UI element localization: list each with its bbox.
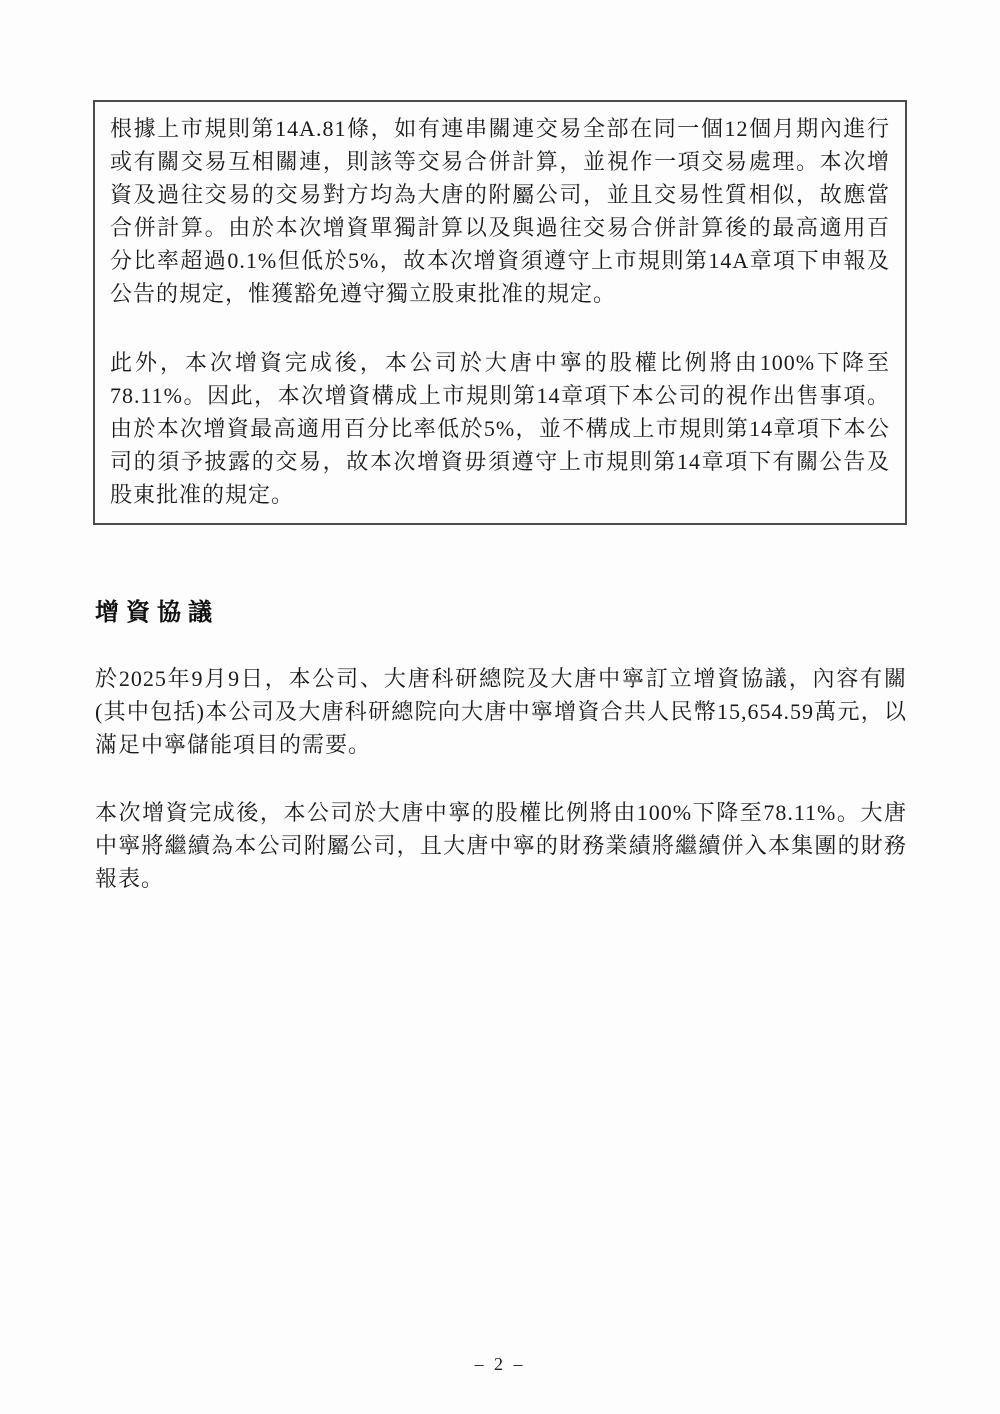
box-paragraph-listing-rule-14a81: 根據上市規則第14A.81條，如有連串關連交易全部在同一個12個月期內進行或有關交易互相關連，則該等交易合併計算，並視作一項交易處理。本次增資及過往交易的交易對方均為大唐的附屬公司，並且交易性質相似，故應當合併計算。由於本次增資單獨計算以及與過往交易合併計算後的最高適用百分比率超過0.1%但低於5%，故本次增資須遵守上市規則第14A章項下申報及公告的規定，惟獲豁免遵守獨立股東批准的規定。 [110,116,890,306]
page-number: – 2 – [474,1354,526,1374]
section-heading-capital-increase-agreement: 增資協議 [95,600,219,626]
bordered-notice-box [93,100,907,525]
body-paragraph-shareholding-change: 本次增資完成後，本公司於大唐中寧的股權比例將由100%下降至78.11%。大唐中寧將繼續為本公司附屬公司，且大唐中寧的財務業績將繼續併入本集團的財務報表。 [95,800,907,891]
body-paragraph-agreement-date-amount: 於2025年9月9日，本公司、大唐科研總院及大唐中寧訂立增資協議，內容有關(其中包括)本公司及大唐科研總院向大唐中寧增資合共人民幣15,654.59萬元，以滿足中寧儲能項目的需要。 [95,666,907,757]
box-paragraph-chapter-14-deemed-disposal: 此外，本次增資完成後，本公司於大唐中寧的股權比例將由100%下降至78.11%。因此，本次增資構成上市規則第14章項下本公司的視作出售事項。由於本次增資最高適用百分比率低於5%，並不構成上市規則第14章項下本公司的須予披露的交易，故本次增資毋須遵守上市規則第14章項下有關公告及股東批准的規定。 [110,350,890,507]
